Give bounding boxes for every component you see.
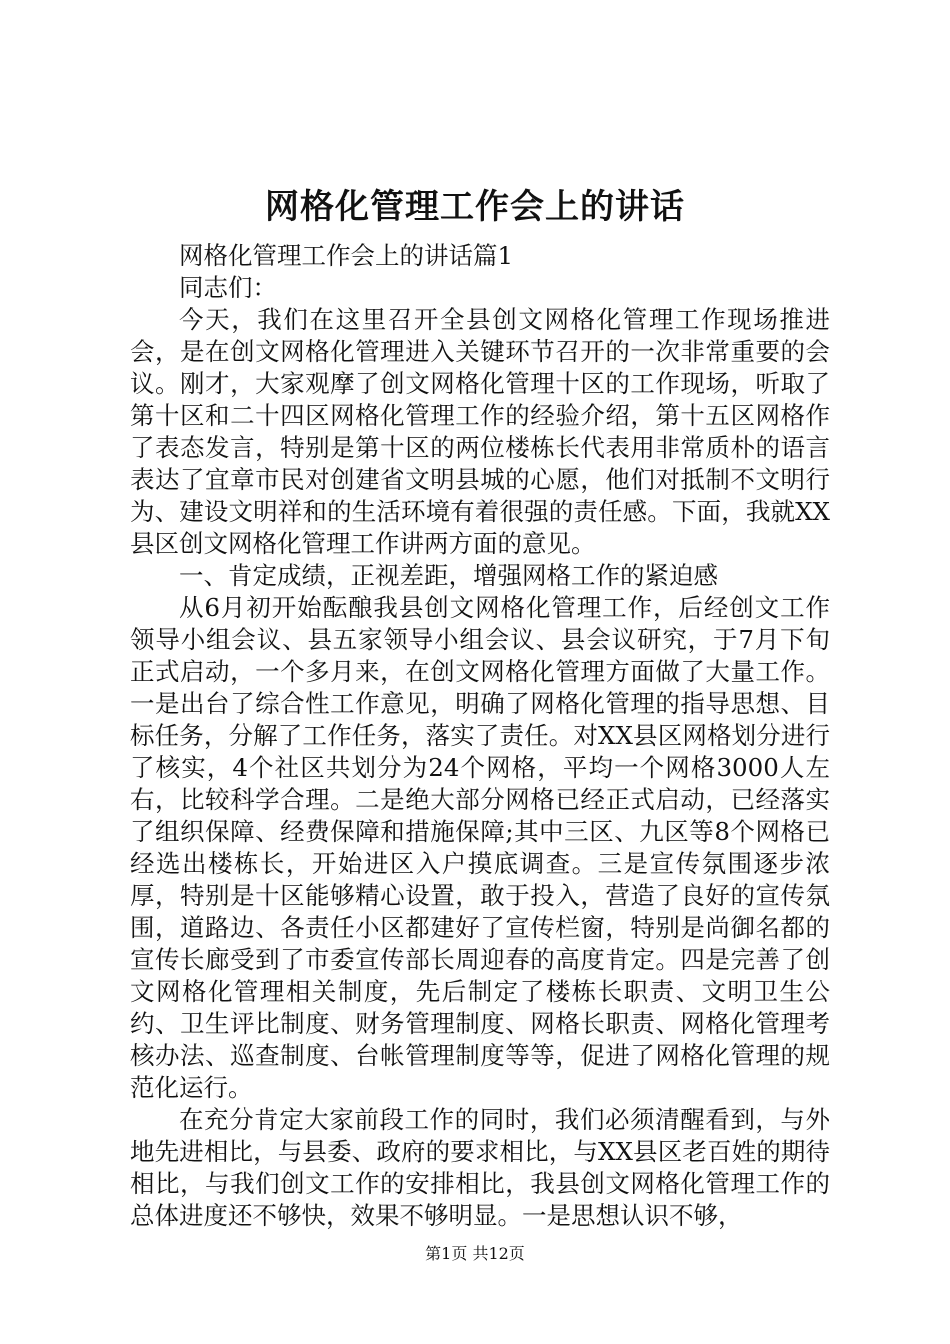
salutation: 同志们： <box>179 273 277 302</box>
body-paragraph: 在充分肯定大家前段工作的同时，我们必须清醒看到，与外地先进相比，与县委、政府的要求相比，与XX县区老百姓的期待相比，与我们创文工作的安排相比，我县创文网格化管理工作的总体进度还不够快，效果不够明显。一是思想认识不够， <box>130 1105 830 1230</box>
body-paragraph: 从6月初开始酝酿我县创文网格化管理工作，后经创文工作领导小组会议、县五家领导小组会议、县会议研究，于7月下旬正式启动，一个多月来，在创文网格化管理方面做了大量工作。一是出台了综合性工作意见，明确了网格化管理的指导思想、目标任务，分解了工作任务，落实了责任。对XX县区网格划分进行了核实，4个社区共划分为24个网格，平均一个网格3000人左右，比较科学合理。二是绝大部分网格已经正式启动，已经落实了组织保障、经费保障和措施保障;其中三区、九区等8个网格已经选出楼栋长，开始进区入户摸底调查。三是宣传氛围逐步浓厚，特别是十区能够精心设置，敢于投入，营造了良好的宣传氛围，道路边、各责任小区都建好了宣传栏窗，特别是尚御名都的宣传长廊受到了市委宣传部长周迎春的高度肯定。四是完善了创文网格化管理相关制度，先后制定了楼栋长职责、文明卫生公约、卫生评比制度、财务管理制度、网格长职责、网格化管理考核办法、巡查制度、台帐管理制度等等，促进了网格化管理的规范化运行。 <box>130 593 830 1102</box>
page-footer: 第1页 共12页 <box>425 1244 525 1263</box>
section-heading: 一、肯定成绩，正视差距，增强网格工作的紧迫感 <box>179 561 718 590</box>
document-title: 网格化管理工作会上的讲话 <box>265 187 685 227</box>
body-paragraph: 今天，我们在这里召开全县创文网格化管理工作现场推进会，是在创文网格化管理进入关键环节召开的一次非常重要的会议。刚才，大家观摩了创文网格化管理十区的工作现场，听取了第十区和二十四区网格化管理工作的经验介绍，第十五区网格作了表态发言，特别是第十区的两位楼栋长代表用非常质朴的语言表达了宜章市民对创建省文明县城的心愿，他们对抵制不文明行为、建设文明祥和的生活环境有着很强的责任感。下面，我就XX县区创文网格化管理工作讲两方面的意见。 <box>130 305 830 558</box>
document-body <box>130 240 830 1232</box>
section-heading-subtitle: 网格化管理工作会上的讲话篇1 <box>179 241 514 270</box>
